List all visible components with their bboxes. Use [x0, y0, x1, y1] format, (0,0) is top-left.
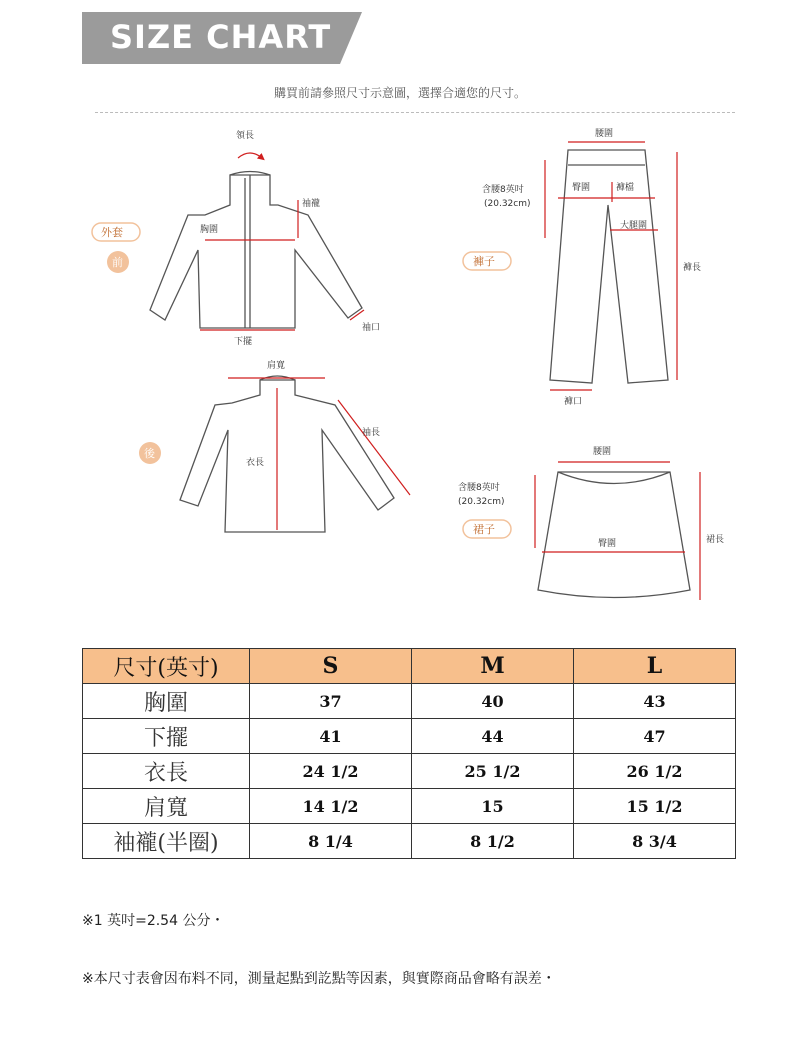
- cell-value: 24 1/2: [250, 754, 412, 789]
- table-row: [83, 754, 736, 789]
- intro-text: 購買前請參照尺寸示意圖，選擇合適您的尺寸。: [273, 86, 526, 100]
- label-crotch: 褲檔: [616, 183, 635, 193]
- header-m: M: [412, 649, 574, 684]
- jacket-back-drawing: [180, 376, 394, 532]
- cell-value: 15 1/2: [574, 789, 736, 824]
- cell-value: 15: [412, 789, 574, 824]
- note-measurement-disclaimer: ※本尺寸表會因布料不同，測量起點到訖點等因素，與實際商品會略有誤差・: [82, 971, 556, 987]
- label-skirt-waist: 腰圍: [593, 447, 612, 457]
- cell-value: 8 1/4: [250, 824, 412, 859]
- jacket-front-drawing: [150, 172, 362, 329]
- jacket-tag-text: 外套: [101, 226, 123, 239]
- back-badge-text: 後: [144, 447, 155, 460]
- label-body-length: 衣長: [246, 458, 265, 468]
- cell-value: 37: [250, 684, 412, 719]
- row-label: 袖襱(半圈): [83, 824, 250, 859]
- cell-value: 43: [574, 684, 736, 719]
- label-thigh: 大腿圍: [620, 221, 648, 231]
- cell-value: 47: [574, 719, 736, 754]
- label-hip: 臀圍: [572, 183, 591, 193]
- label-pants-length: 褲長: [683, 263, 702, 273]
- table-header-row: [83, 649, 736, 684]
- row-label: 肩寬: [83, 789, 250, 824]
- label-include-waist-2: (20.32cm): [484, 199, 531, 209]
- label-pants-hem: 褲口: [564, 397, 583, 407]
- cell-value: 40: [412, 684, 574, 719]
- cell-value: 14 1/2: [250, 789, 412, 824]
- skirt-tag-text: 裙子: [473, 523, 495, 536]
- header-s: S: [250, 649, 412, 684]
- note-inch-conversion: ※1 英吋=2.54 公分・: [82, 913, 225, 929]
- label-skirt-length: 裙長: [706, 535, 725, 545]
- front-badge-text: 前: [112, 256, 123, 269]
- table-row: [83, 719, 736, 754]
- label-shoulder: 肩寬: [267, 361, 286, 371]
- cell-value: 41: [250, 719, 412, 754]
- header-size: 尺寸(英寸): [83, 649, 250, 684]
- label-pants-waist: 腰圍: [595, 129, 614, 139]
- garment-diagram: [80, 120, 740, 610]
- size-table: [82, 648, 736, 859]
- label-include-waist-1: 含腰8英吋: [482, 185, 524, 195]
- divider: [95, 112, 735, 113]
- pants-drawing: [550, 150, 668, 383]
- jacket-front-measures: [200, 153, 364, 330]
- cell-value: 8 1/2: [412, 824, 574, 859]
- label-armhole: 袖襱: [302, 199, 321, 209]
- header-l: L: [574, 649, 736, 684]
- size-chart-title: SIZE CHART: [110, 18, 332, 56]
- table-row: [83, 684, 736, 719]
- label-collar: 領長: [236, 131, 255, 141]
- skirt-measures: [535, 462, 700, 600]
- label-cuff: 袖口: [362, 323, 381, 333]
- cell-value: 25 1/2: [412, 754, 574, 789]
- skirt-drawing: [538, 472, 690, 598]
- cell-value: 8 3/4: [574, 824, 736, 859]
- label-skirt-include-2: (20.32cm): [458, 497, 505, 507]
- row-label: 下擺: [83, 719, 250, 754]
- cell-value: 26 1/2: [574, 754, 736, 789]
- label-skirt-hip: 臀圍: [598, 539, 617, 549]
- pants-tag-text: 褲子: [473, 255, 495, 268]
- row-label: 胸圍: [83, 684, 250, 719]
- label-chest: 胸圍: [200, 225, 219, 235]
- table-row: [83, 824, 736, 859]
- row-label: 衣長: [83, 754, 250, 789]
- label-hem: 下擺: [234, 337, 253, 347]
- cell-value: 44: [412, 719, 574, 754]
- table-row: [83, 789, 736, 824]
- label-sleeve: 袖長: [362, 428, 381, 438]
- label-skirt-include-1: 含腰8英吋: [458, 483, 500, 493]
